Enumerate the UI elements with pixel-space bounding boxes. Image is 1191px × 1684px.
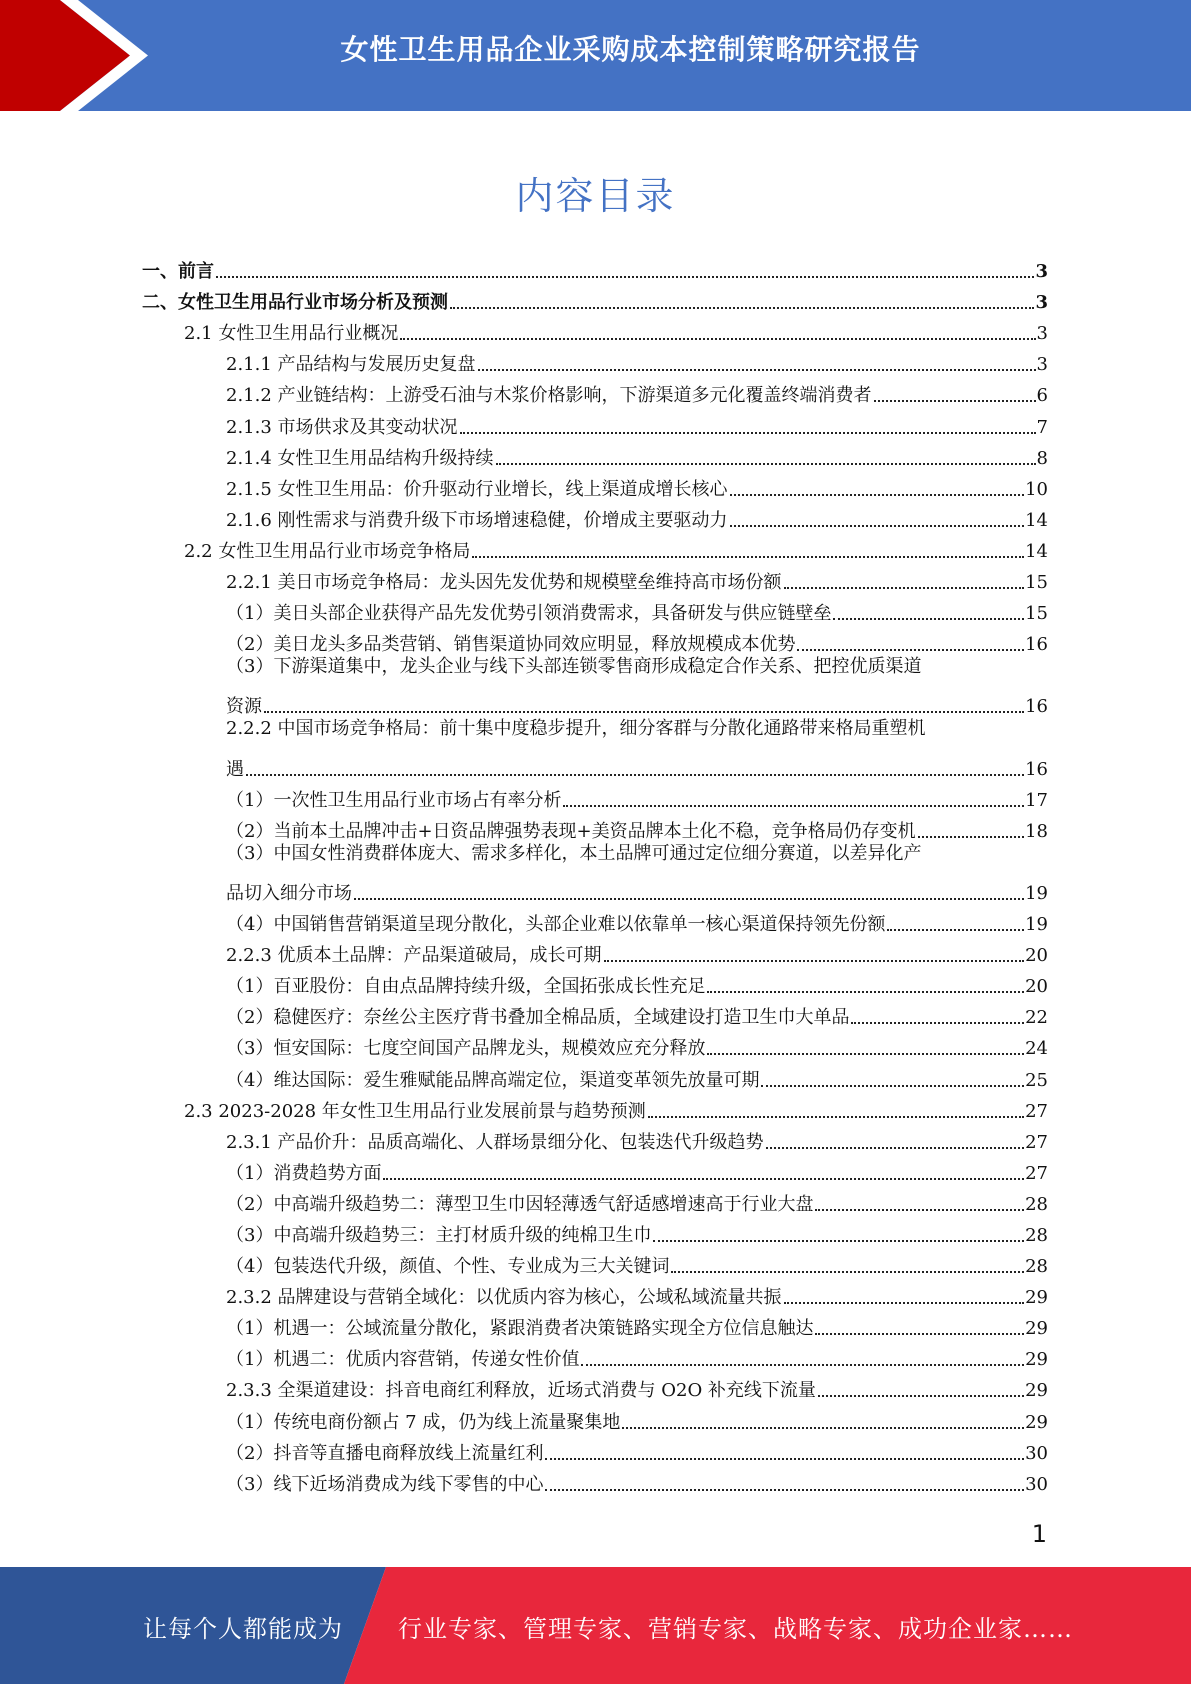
toc-leader-dots [354, 898, 1024, 900]
toc-leader-dots [545, 1489, 1024, 1491]
toc-entry-page: 3 [1035, 292, 1048, 314]
toc-entry[interactable] [142, 252, 1048, 283]
toc-entry[interactable] [142, 283, 1048, 314]
toc-leader-dots [246, 774, 1024, 776]
toc-entry-page: 17 [1025, 789, 1048, 811]
toc-leader-dots [784, 587, 1025, 589]
toc-entry-page: 15 [1025, 572, 1048, 594]
toc-entry[interactable] [142, 967, 1048, 998]
footer-slogan-right: 行业专家、管理专家、营销专家、战略专家、成功企业家…… [398, 1615, 1073, 1643]
toc-entry[interactable] [142, 718, 1048, 749]
toc-entry-label: （3）线下近场消费成为线下零售的中心 [226, 1473, 544, 1495]
toc-entry-page: 3 [1036, 323, 1048, 345]
toc-entry[interactable] [142, 750, 1048, 781]
toc-leader-dots [383, 1178, 1024, 1180]
toc-entry[interactable] [142, 998, 1048, 1029]
toc-entry[interactable] [142, 563, 1048, 594]
toc-entry[interactable] [142, 687, 1048, 718]
toc-entry[interactable] [142, 1340, 1048, 1371]
toc-leader-dots [833, 618, 1024, 620]
toc-leader-dots [545, 1458, 1024, 1460]
toc-entry-page: 7 [1036, 416, 1048, 438]
toc-entry-page: 16 [1025, 634, 1048, 656]
toc-entry[interactable] [142, 470, 1048, 501]
toc-entry-label: 遇 [226, 758, 244, 780]
page-number: 1 [1031, 1520, 1047, 1548]
toc-entry-label: 2.3.2 品牌建设与营销全域化：以优质内容为核心，公域私域流量共振 [226, 1287, 782, 1309]
toc-entry[interactable] [142, 1371, 1048, 1402]
toc-entry-label: 2.3.1 产品价升：品质高端化、人群场景细分化、包装迭代升级趋势 [226, 1131, 764, 1153]
toc-entry[interactable] [142, 407, 1048, 438]
toc-leader-dots [887, 929, 1024, 931]
toc-entry[interactable] [142, 1465, 1048, 1496]
toc-leader-dots [496, 463, 1036, 465]
toc-entry-label: （3）中国女性消费群体庞大、需求多样化，本土品牌可通过定位细分赛道，以差异化产 [226, 842, 922, 864]
toc-entry-page: 22 [1025, 1007, 1048, 1029]
toc-leader-dots [874, 400, 1036, 402]
toc-entry[interactable] [142, 1185, 1048, 1216]
toc-entry-label: （1）机遇一：公域流量分散化，紧跟消费者决策链路实现全方位信息触达 [226, 1318, 814, 1340]
toc-entry-page: 19 [1025, 914, 1048, 936]
toc-entry[interactable] [142, 1309, 1048, 1340]
toc-leader-dots [264, 711, 1024, 713]
toc-entry-label: （1）传统电商份额占 7 成，仍为线上流量聚集地 [226, 1411, 621, 1433]
table-of-contents [142, 252, 1048, 1496]
toc-entry-label: 2.1.2 产业链结构：上游受石油与木浆价格影响，下游渠道多元化覆盖终端消费者 [226, 385, 872, 407]
toc-entry-page: 14 [1025, 540, 1048, 562]
toc-entry[interactable] [142, 874, 1048, 905]
toc-entry-label: 品切入细分市场 [226, 882, 352, 904]
toc-leader-dots [460, 432, 1036, 434]
toc-leader-dots [472, 556, 1024, 558]
toc-leader-dots [784, 1302, 1025, 1304]
toc-leader-dots [400, 338, 1035, 340]
toc-entry-page: 16 [1025, 758, 1048, 780]
toc-entry[interactable] [142, 376, 1048, 407]
toc-leader-dots [766, 1147, 1025, 1149]
toc-entry[interactable] [142, 1216, 1048, 1247]
toc-entry[interactable] [142, 1029, 1048, 1060]
toc-entry[interactable] [142, 656, 1048, 687]
toc-entry[interactable] [142, 1247, 1048, 1278]
toc-entry-label: （1）消费趋势方面 [226, 1162, 382, 1184]
toc-entry-label: （3）恒安国际：七度空间国产品牌龙头，规模效应充分释放 [226, 1038, 706, 1060]
toc-entry-page: 14 [1025, 509, 1048, 531]
toc-leader-dots [622, 1427, 1024, 1429]
toc-leader-dots [851, 1022, 1024, 1024]
toc-leader-dots [563, 805, 1024, 807]
toc-entry-page: 16 [1025, 696, 1048, 718]
toc-entry-label: （1）美日头部企业获得产品先发优势引领消费需求，具备研发与供应链壁垒 [226, 603, 832, 625]
toc-entry[interactable] [142, 1434, 1048, 1465]
toc-entry-page: 15 [1025, 603, 1048, 625]
toc-entry-label: 2.1.4 女性卫生用品结构升级持续 [226, 447, 494, 469]
toc-entry[interactable] [142, 1402, 1048, 1433]
toc-leader-dots [797, 649, 1024, 651]
toc-entry-label: （1）一次性卫生用品行业市场占有率分析 [226, 789, 562, 811]
toc-entry[interactable] [142, 1278, 1048, 1309]
toc-entry-label: （2）稳健医疗：奈丝公主医疗背书叠加全棉品质，全域建设打造卫生巾大单品 [226, 1007, 850, 1029]
toc-entry-label: （4）包装迭代升级，颜值、个性、专业成为三大关键词 [226, 1256, 670, 1278]
toc-entry[interactable] [142, 1092, 1048, 1123]
toc-entry-page: 27 [1025, 1162, 1048, 1184]
toc-entry-label: 2.1.1 产品结构与发展历史复盘 [226, 354, 476, 376]
toc-entry-page: 27 [1025, 1100, 1048, 1122]
toc-entry[interactable] [142, 1154, 1048, 1185]
toc-entry-page: 3 [1036, 354, 1048, 376]
toc-entry[interactable] [142, 1060, 1048, 1091]
toc-entry-label: 2.3 2023-2028 年女性卫生用品行业发展前景与趋势预测 [184, 1100, 646, 1122]
toc-leader-dots [918, 836, 1024, 838]
toc-entry-label: 资源 [226, 696, 262, 718]
toc-entry-page: 25 [1025, 1069, 1048, 1091]
toc-leader-dots [707, 1053, 1024, 1055]
toc-entry-page: 29 [1025, 1349, 1048, 1371]
report-title: 女性卫生用品企业采购成本控制策略研究报告 [340, 33, 921, 66]
toc-entry[interactable] [142, 1123, 1048, 1154]
toc-leader-dots [815, 1209, 1024, 1211]
toc-heading: 内容目录 [515, 174, 676, 218]
toc-entry[interactable] [142, 936, 1048, 967]
toc-entry-label: 2.2.3 优质本土品牌：产品渠道破局，成长可期 [226, 945, 602, 967]
toc-entry[interactable] [142, 843, 1048, 874]
toc-entry-label: 2.1.3 市场供求及其变动状况 [226, 416, 458, 438]
toc-entry-page: 20 [1025, 976, 1048, 998]
toc-entry[interactable] [142, 439, 1048, 470]
toc-leader-dots [730, 494, 1025, 496]
toc-leader-dots [216, 276, 1034, 278]
toc-entry-page: 29 [1025, 1318, 1048, 1340]
toc-entry-page: 29 [1025, 1380, 1048, 1402]
toc-leader-dots [450, 307, 1034, 309]
page-header [0, 0, 1191, 111]
toc-entry-page: 8 [1036, 447, 1048, 469]
toc-entry[interactable] [142, 345, 1048, 376]
toc-entry-label: 2.2.1 美日市场竞争格局：龙头因先发优势和规模壁垒维持高市场份额 [226, 572, 782, 594]
toc-entry-label: （2）中高端升级趋势二：薄型卫生巾因轻薄透气舒适感增速高于行业大盘 [226, 1193, 814, 1215]
toc-entry-label: （3）下游渠道集中，龙头企业与线下头部连锁零售商形成稳定合作关系、把控优质渠道 [226, 656, 922, 678]
toc-entry-page: 27 [1025, 1131, 1048, 1153]
toc-entry-page: 10 [1025, 478, 1048, 500]
toc-entry[interactable] [142, 812, 1048, 843]
toc-entry-label: （2）美日龙头多品类营销、销售渠道协同效应明显，释放规模成本优势 [226, 634, 796, 656]
toc-entry-label: 二、女性卫生用品行业市场分析及预测 [142, 292, 448, 314]
toc-entry-page: 24 [1025, 1038, 1048, 1060]
toc-leader-dots [707, 991, 1024, 993]
toc-entry[interactable] [142, 625, 1048, 656]
toc-entry-label: （1）机遇二：优质内容营销，传递女性价值 [226, 1349, 580, 1371]
toc-entry[interactable] [142, 781, 1048, 812]
toc-leader-dots [604, 960, 1025, 962]
toc-entry-page: 18 [1025, 820, 1048, 842]
toc-entry-label: 2.3.3 全渠道建设：抖音电商红利释放，近场式消费与 O2O 补充线下流量 [226, 1380, 816, 1402]
toc-leader-dots [671, 1271, 1024, 1273]
toc-entry-page: 28 [1025, 1256, 1048, 1278]
toc-entry-page: 20 [1025, 945, 1048, 967]
toc-entry-label: 2.1.6 刚性需求与消费升级下市场增速稳健，价增成主要驱动力 [226, 509, 728, 531]
toc-entry[interactable] [142, 314, 1048, 345]
toc-entry[interactable] [142, 594, 1048, 625]
toc-leader-dots [581, 1364, 1024, 1366]
toc-leader-dots [761, 1085, 1024, 1087]
toc-entry-page: 28 [1025, 1225, 1048, 1246]
toc-entry-label: 2.2 女性卫生用品行业市场竞争格局 [184, 540, 471, 562]
toc-entry-label: （3）中高端升级趋势三：主打材质升级的纯棉卫生巾 [226, 1225, 652, 1246]
toc-entry[interactable] [142, 905, 1048, 936]
toc-entry-label: （4）中国销售营销渠道呈现分散化，头部企业难以依靠单一核心渠道保持领先份额 [226, 914, 886, 936]
toc-entry-label: （2）当前本土品牌冲击+日资品牌强势表现+美资品牌本土化不稳，竞争格局仍存变机 [226, 820, 916, 842]
toc-entry-page: 29 [1025, 1411, 1048, 1433]
toc-entry[interactable] [142, 501, 1048, 532]
toc-entry-page: 3 [1035, 261, 1048, 283]
toc-leader-dots [818, 1395, 1024, 1397]
toc-entry-label: 2.1 女性卫生用品行业概况 [184, 323, 399, 345]
toc-entry-page: 30 [1025, 1442, 1048, 1464]
toc-entry-page: 28 [1025, 1193, 1048, 1215]
toc-entry[interactable] [142, 532, 1048, 563]
toc-entry-label: 2.2.2 中国市场竞争格局：前十集中度稳步提升，细分客群与分散化通路带来格局重塑机 [226, 718, 926, 740]
toc-entry-label: （4）维达国际：爱生雅赋能品牌高端定位，渠道变革领先放量可期 [226, 1069, 760, 1091]
toc-entry-label: 2.1.5 女性卫生用品：价升驱动行业增长，线上渠道成增长核心 [226, 478, 728, 500]
header-chevron-decoration [0, 0, 150, 111]
toc-entry-label: （1）百亚股份：自由点品牌持续升级，全国拓张成长性充足 [226, 976, 706, 998]
footer-slogan-left: 让每个人都能成为 [143, 1615, 343, 1643]
toc-entry-page: 6 [1036, 385, 1048, 407]
toc-leader-dots [815, 1333, 1024, 1335]
toc-entry-label: （2）抖音等直播电商释放线上流量红利 [226, 1442, 544, 1464]
toc-entry-page: 29 [1025, 1287, 1048, 1309]
toc-leader-dots [653, 1240, 1024, 1242]
toc-entry-page: 19 [1025, 882, 1048, 904]
toc-leader-dots [730, 525, 1025, 527]
toc-entry-label: 一、前言 [142, 261, 214, 283]
toc-entry-page: 30 [1025, 1473, 1048, 1495]
page-footer [0, 1567, 1191, 1684]
toc-leader-dots [478, 369, 1036, 371]
toc-leader-dots [648, 1116, 1024, 1118]
